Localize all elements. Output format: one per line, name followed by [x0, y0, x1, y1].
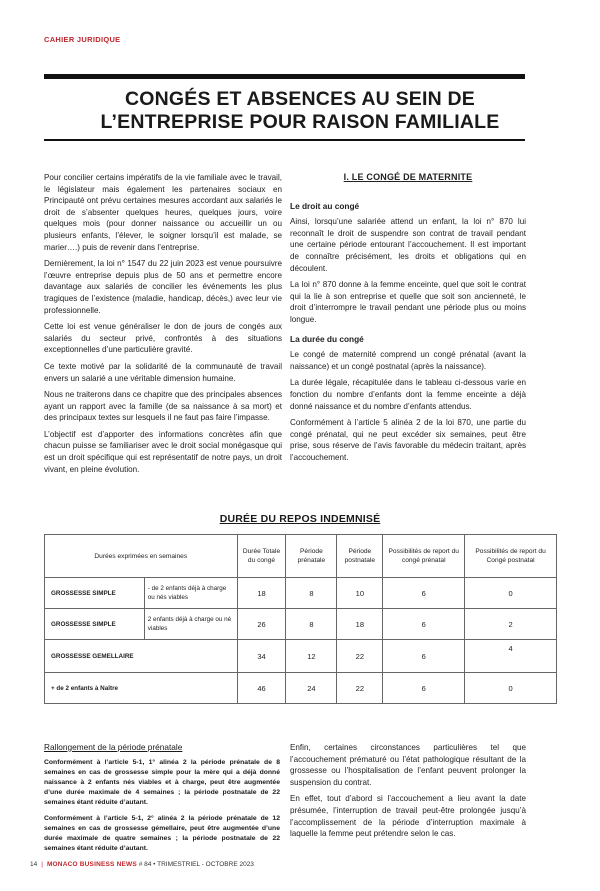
cell-report-postnatal: 0 [465, 673, 557, 704]
intro-paragraph: Dernièrement, la loi n° 1547 du 22 juin 2023 est venue poursuivre l’œuvre entreprise depuis plus de 50 ans et permettre encore davantage aux salariés de concilier les événements les plus tragiques de l’existence (maladie, handicap, décès,) avec leur vie professionnelle. [44, 259, 282, 315]
table-row [45, 609, 557, 640]
cell-postnatal: 22 [337, 640, 383, 673]
title-line-2: L’ENTREPRISE POUR RAISON FAMILIALE [100, 111, 500, 133]
body-paragraph: En effet, tout d’abord si l’accouchement a lieu avant la date présumée, l’interruption de travail peut-être prolongée jusqu’à l’accomplissement de la période d’interruption maximale à laquelle la femme peut prétendre selon le cas. [290, 794, 526, 839]
intro-paragraph: Nous ne traiterons dans ce chapitre que des principales absences ayant un rapport avec la famille (de sa naissance à sa mort) et des principaux textes sur lesquels il ne faut pas faire l’impasse. [44, 390, 282, 423]
cell-total: 18 [237, 578, 286, 609]
intro-paragraph: Pour concilier certains impératifs de la vie familiale avec le travail, le législateur mais également les partenaires sociaux en Principauté ont prévu certaines mesures accordant aux salariés le droit de s’absenter quelques heures, quelques jours, voire quelques mois (pour donner naissance ou accueillir un ou plusieurs enfants, l’élever, le soigner lorsqu’il est malade, se marier….) puis de revenir dans l’entreprise. [44, 173, 282, 252]
row-sublabel: 2 enfants déjà à charge ou né viables [144, 609, 237, 640]
page-footer [30, 861, 254, 868]
intro-paragraph: Ce texte motivé par la solidarité de la communauté de travail envers un salarié a une véritable dimension humaine. [44, 361, 282, 383]
table-row [45, 673, 557, 704]
cell-postnatal: 10 [337, 578, 383, 609]
row-label: GROSSESSE SIMPLE [45, 578, 145, 609]
cell-report-prenatal: 6 [383, 609, 465, 640]
extension-circumstances-block [290, 742, 526, 845]
intro-paragraph: Cette loi est venue généraliser le don de jours de congés aux salariés du secteur privé, confrontés à des situations exceptionnelles d’une particulière gravité. [44, 322, 282, 355]
subheading-droit: Le droit au congé [290, 200, 360, 211]
cell-total: 34 [237, 640, 286, 673]
maternity-column [290, 172, 526, 468]
table-header: Période postnatale [337, 535, 383, 578]
table-title: DURÉE DU REPOS INDEMNISÉ [219, 513, 381, 525]
cell-total: 26 [237, 609, 286, 640]
prenatal-extension-block [44, 742, 280, 860]
cell-postnatal: 22 [337, 673, 383, 704]
footer-divider: | [41, 861, 43, 868]
table-row [45, 578, 557, 609]
cell-report-postnatal: 4 [465, 640, 557, 673]
leave-duration-table [44, 534, 557, 704]
cell-postnatal: 18 [337, 609, 383, 640]
intro-column [44, 172, 282, 480]
title-underline [44, 139, 525, 141]
top-rule [44, 74, 525, 79]
table-header: Durées exprimées en semaines [45, 535, 238, 578]
table-header-row [45, 535, 557, 578]
row-label: GROSSESSE GEMELLAIRE [45, 640, 238, 673]
table-row [45, 640, 557, 673]
magazine-name: MONACO BUSINESS NEWS [46, 861, 137, 868]
table-header: Période prénatale [286, 535, 337, 578]
body-paragraph: Enfin, certaines circonstances particulières tel que l’accouchement prématuré ou l’état pathologique résultant de la grossesse ou l’hospitalisation de l’enfant peuvent prolonger la suspension du contrat. [290, 743, 526, 787]
cell-report-prenatal: 6 [383, 578, 465, 609]
subheading-duree: La durée du congé [290, 333, 364, 344]
cell-prenatal: 8 [286, 578, 337, 609]
body-paragraph: Ainsi, lorsqu’une salariée attend un enfant, la loi n° 870 lui reconnaît le droit de suspendre son contrat de travail pendant une certaine période entourant l’accouchement. Il est important de connaître précisément, les droits et obligations qui en découlent. [290, 217, 526, 273]
cell-report-prenatal: 6 [383, 673, 465, 704]
article-title [44, 88, 556, 134]
body-paragraph: La durée légale, récapitulée dans le tableau ci-dessous varie en fonction du nombre d’enfants dont la femme enceinte a déjà donné naissance et du nombre d’enfants attendus. [290, 378, 526, 411]
body-paragraph: La loi n° 870 donne à la femme enceinte, quel que soit le contrat qui la lie à son entreprise et quelle que soit son ancienneté, le droit d’interrompre le travail pendant une période plus ou moins longue. [290, 280, 526, 324]
cell-prenatal: 12 [286, 640, 337, 673]
table-header: Possibilités de report du Congé postnatal [465, 535, 557, 578]
cell-report-postnatal: 0 [465, 578, 557, 609]
row-label: GROSSESSE SIMPLE [45, 609, 145, 640]
cell-total: 46 [237, 673, 286, 704]
intro-paragraph: L’objectif est d’apporter des informations concrètes afin que chacun puisse se familiariser avec le droit social monégasque qui est un droit spécifique qui est représentatif de notre pays, un droit vivant, en pleine évolution. [44, 429, 282, 474]
table-header: Durée Totale du congé [237, 535, 286, 578]
issue-info: # 84 • TRIMESTRIEL - OCTOBRE 2023 [138, 861, 254, 868]
page-number: 14 [30, 861, 38, 868]
bold-paragraph: Conformément à l’article 5-1, 2° alinéa 2 la période prénatale de 12 semaines en cas de grossesse gémellaire, peut être augmentée d’une durée maximale de quatre semaines ; la période postnatale de 22 semaines étant réduite d’autant. [44, 815, 280, 852]
cell-report-postnatal: 2 [465, 609, 557, 640]
body-paragraph: Le congé de maternité comprend un congé prénatal (avant la naissance) et un congé postnatal (après la naissance). [290, 350, 526, 371]
bold-paragraph: Conformément à l’article 5-1, 1° alinéa 2 la période prénatale de 8 semaines en cas de grossesse simple pour la mère qui a déjà donné naissance à 2 enfants nés viables et à charge, peut être augmentée d’une durée maximale de 4 semaines ; la période postnatale de 22 semaines étant réduite d’autant. [44, 759, 280, 806]
section-label: CAHIER JURIDIQUE [44, 35, 121, 44]
title-line-1: CONGÉS ET ABSENCES AU SEIN DE [125, 88, 475, 110]
section-heading: I. LE CONGÉ DE MATERNITE [343, 172, 473, 182]
row-sublabel: - de 2 enfants déjà à charge ou nés viables [144, 578, 237, 609]
body-paragraph: Conformément à l’article 5 alinéa 2 de la loi 870, une partie du congé prénatal, qui ne peut excéder six semaines, peut être prise, sous réserve de l’avis favorable du médecin traitant, après l’accouchement. [290, 418, 526, 462]
table-header: Possibilités de report du congé prénatal [383, 535, 465, 578]
cell-prenatal: 8 [286, 609, 337, 640]
subheading-rallongement: Rallongement de la période prénatale [44, 742, 183, 752]
row-label: + de 2 enfants à Naître [45, 673, 238, 704]
cell-report-prenatal: 6 [383, 640, 465, 673]
cell-prenatal: 24 [286, 673, 337, 704]
